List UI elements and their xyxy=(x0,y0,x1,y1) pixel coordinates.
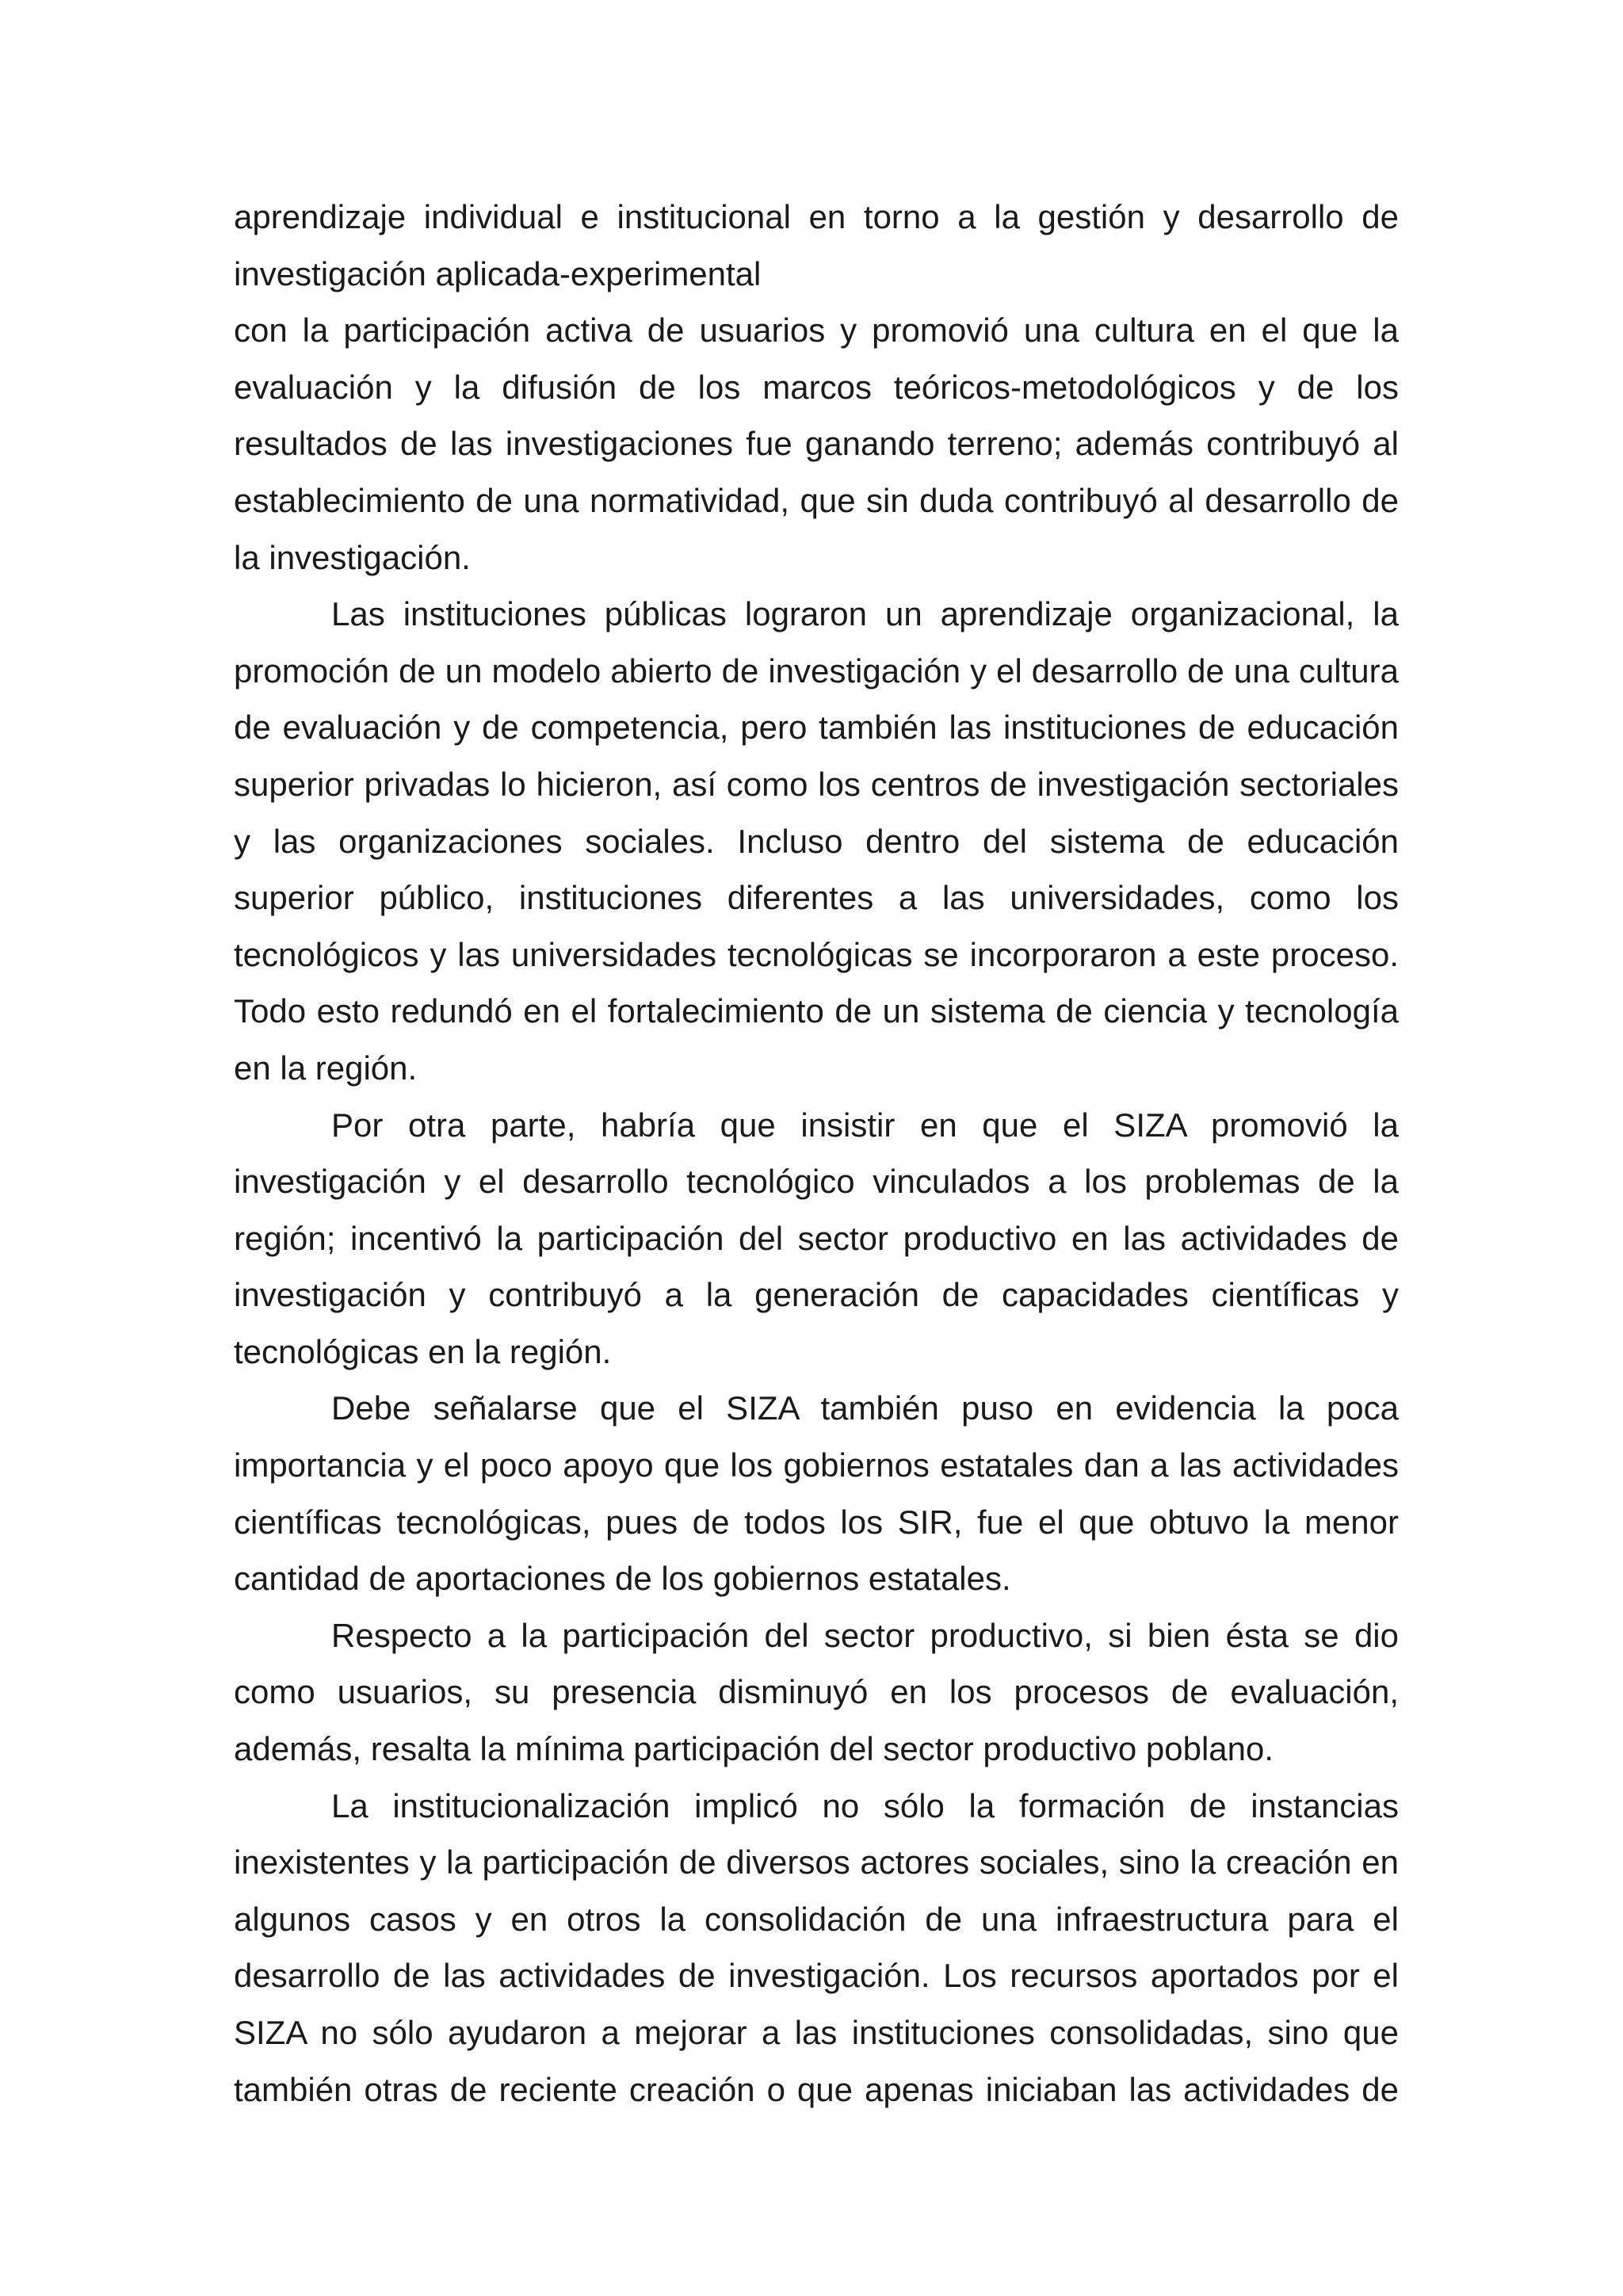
paragraph-2: Las instituciones públicas lograron un aprendizaje organizacional, la promoción de un modelo abierto de investigación y el desarrollo de una cultura de evaluación y de competencia, pero también las instituciones de educación superior privadas lo hicieron, así como los centros de investigación sectoriales y las organizaciones sociales. Incluso dentro del sistema de educación superior público, instituciones diferentes a las universidades, como los tecnológicos y las universidades tecnológicas se incorporaron a este proceso. Todo esto redundó en el fortalecimiento de un sistema de ciencia y tecnología en la región. xyxy=(234,595,1399,1087)
paragraph-6: La institucionalización implicó no sólo la formación de instancias inexistentes y la participación de diversos actores sociales, sino la creación en algunos casos y en otros la consolidación de una infraestructura para el desarrollo de las actividades de investigación. Los recursos aportados por el SIZA no sólo ayudaron a mejorar a las instituciones consolidadas, sino que también otras de reciente creación o que apenas iniciaban las actividades de xyxy=(234,1786,1399,2108)
paragraph-3: Por otra parte, habría que insistir en que el SIZA promovió la investigación y el desarrollo tecnológico vinculados a los problemas de la región; incentivó la participación del sector productivo en las actividades de investigación y contribuyó a la generación de capacidades científicas y tecnológicas en la región. xyxy=(234,1106,1399,1370)
document-page xyxy=(234,189,1399,2118)
paragraph-5: Respecto a la participación del sector productivo, si bien ésta se dio como usuarios, su presencia disminuyó en los procesos de evaluación, además, resalta la mínima participación del sector productivo poblano. xyxy=(234,1616,1399,1768)
opening-line-2: investigación aplicada-experimental xyxy=(234,254,762,292)
paragraph-1: con la participación activa de usuarios y promovió una cultura en el que la evaluación y la difusión de los marcos teóricos-metodológicos y de los resultados de las investigaciones fue ganando terreno; además contribuyó al establecimiento de una normatividad, que sin duda contribuyó al desarrollo de la investigación. xyxy=(234,311,1399,576)
opening-paragraph xyxy=(234,189,1399,302)
paragraph-4: Debe señalarse que el SIZA también puso en evidencia la poca importancia y el poco apoyo que los gobiernos estatales dan a las actividades científicas tecnológicas, pues de todos los SIR, fue el que obtuvo la menor cantidad de aportaciones de los gobiernos estatales. xyxy=(234,1389,1399,1598)
opening-line-1: aprendizaje individual e institucional en torno a la gestión y desarrollo de xyxy=(234,198,1399,235)
